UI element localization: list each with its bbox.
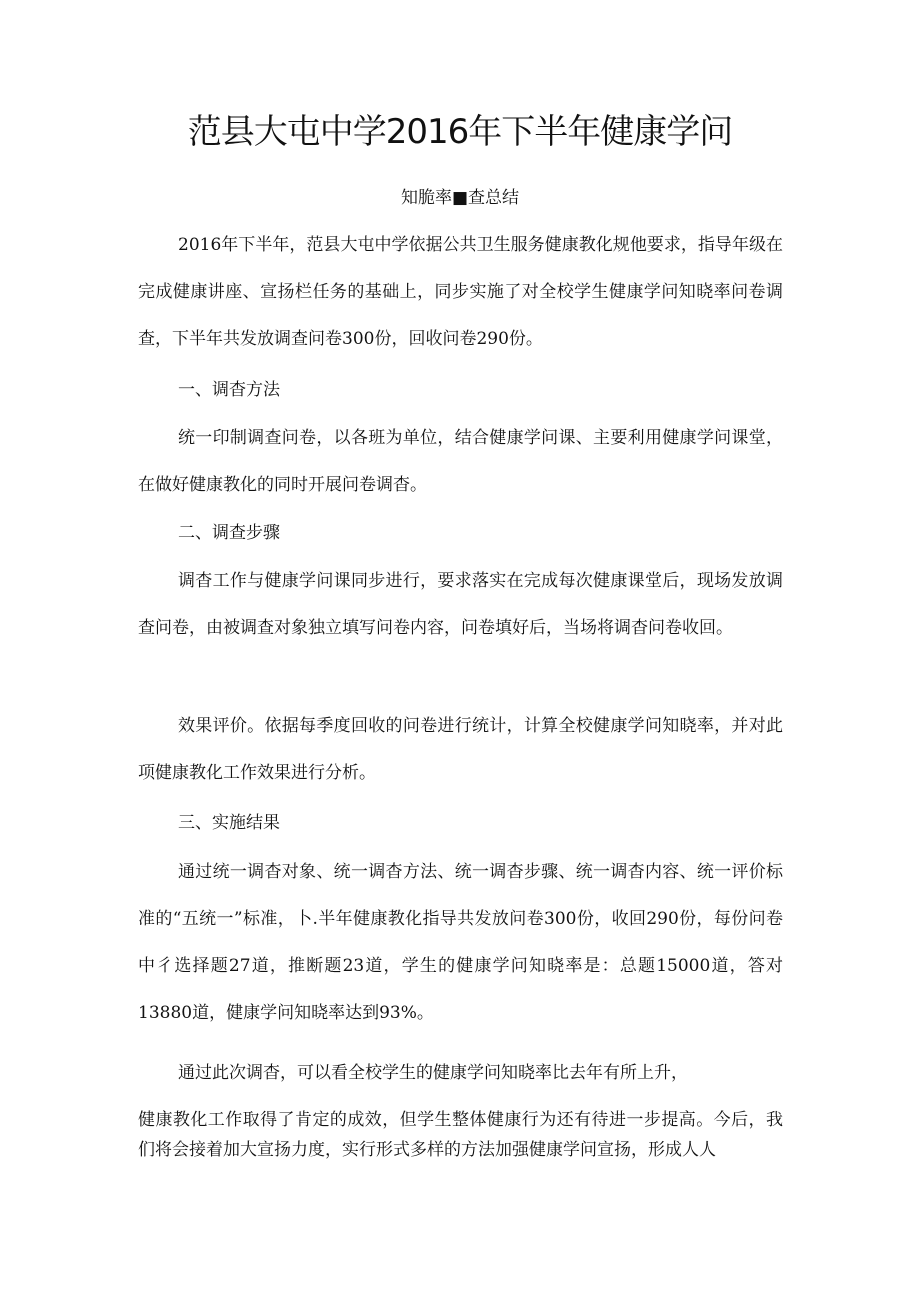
section-2-heading: 二、调查步骤 xyxy=(178,523,280,543)
intro-paragraph: 2016年下半年，范县大屯中学依据公共卫生服务健康教化规他要求，指导年级在完成健康讲座、宣扬栏任务的基础上，同步实施了对全校学生健康学问知晓率问卷调查，下半年共发放调查问卷300份，回收问卷290份。 xyxy=(138,235,783,349)
conclusion-line-2: 健康教化工作取得了肯定的成效，但学生整体健康行为还有待进一步提高。今后，我们将会接着加大宣扬力度，实行形式多样的方法加强健康学问宣扬，形成人人 xyxy=(138,1110,783,1160)
section-2-body: 调杳工作与健康学问课同步进行，要求落实在完成每次健康课堂后，现场发放调查问卷，由被调查对象独立填写问卷内容，问卷填好后，当场将调杳问卷收回。 xyxy=(138,571,783,638)
section-1-heading: 一、调杳方法 xyxy=(178,380,280,400)
section-3-body: 通过统一调杳对象、统一调杳方法、统一调杳步骤、统一调杳内容、统一评价标准的“五统一”标准，卜.半年健康教化指导共发放问卷300份，收回290份，每份问卷中彳选择题27道，推断题23道，学生的健康学问知晓率是：总题15000道，答对13880道，健康学问知晓率达到93%。 xyxy=(138,862,783,1023)
section-2-evaluation: 效果评价。依据每季度回收的问卷进行统计，计算全校健康学问知晓率，并对此项健康教化工作效果进行分析。 xyxy=(138,716,783,783)
section-3-heading: 三、实施结果 xyxy=(178,813,280,833)
conclusion-line-1: 通过此次调杳，可以看全校学生的健康学问知晓率比去年有所上升， xyxy=(178,1063,688,1083)
section-1-body: 统一印制调查问卷，以各班为单位，结合健康学问课、主要利用健康学问课堂，在做好健康教化的同时开展问卷调杳。 xyxy=(138,428,783,495)
document-title: 范县大屯中学2016年下半年健康学问 xyxy=(187,112,733,152)
document-subtitle: 知脆率■查总结 xyxy=(400,188,520,208)
